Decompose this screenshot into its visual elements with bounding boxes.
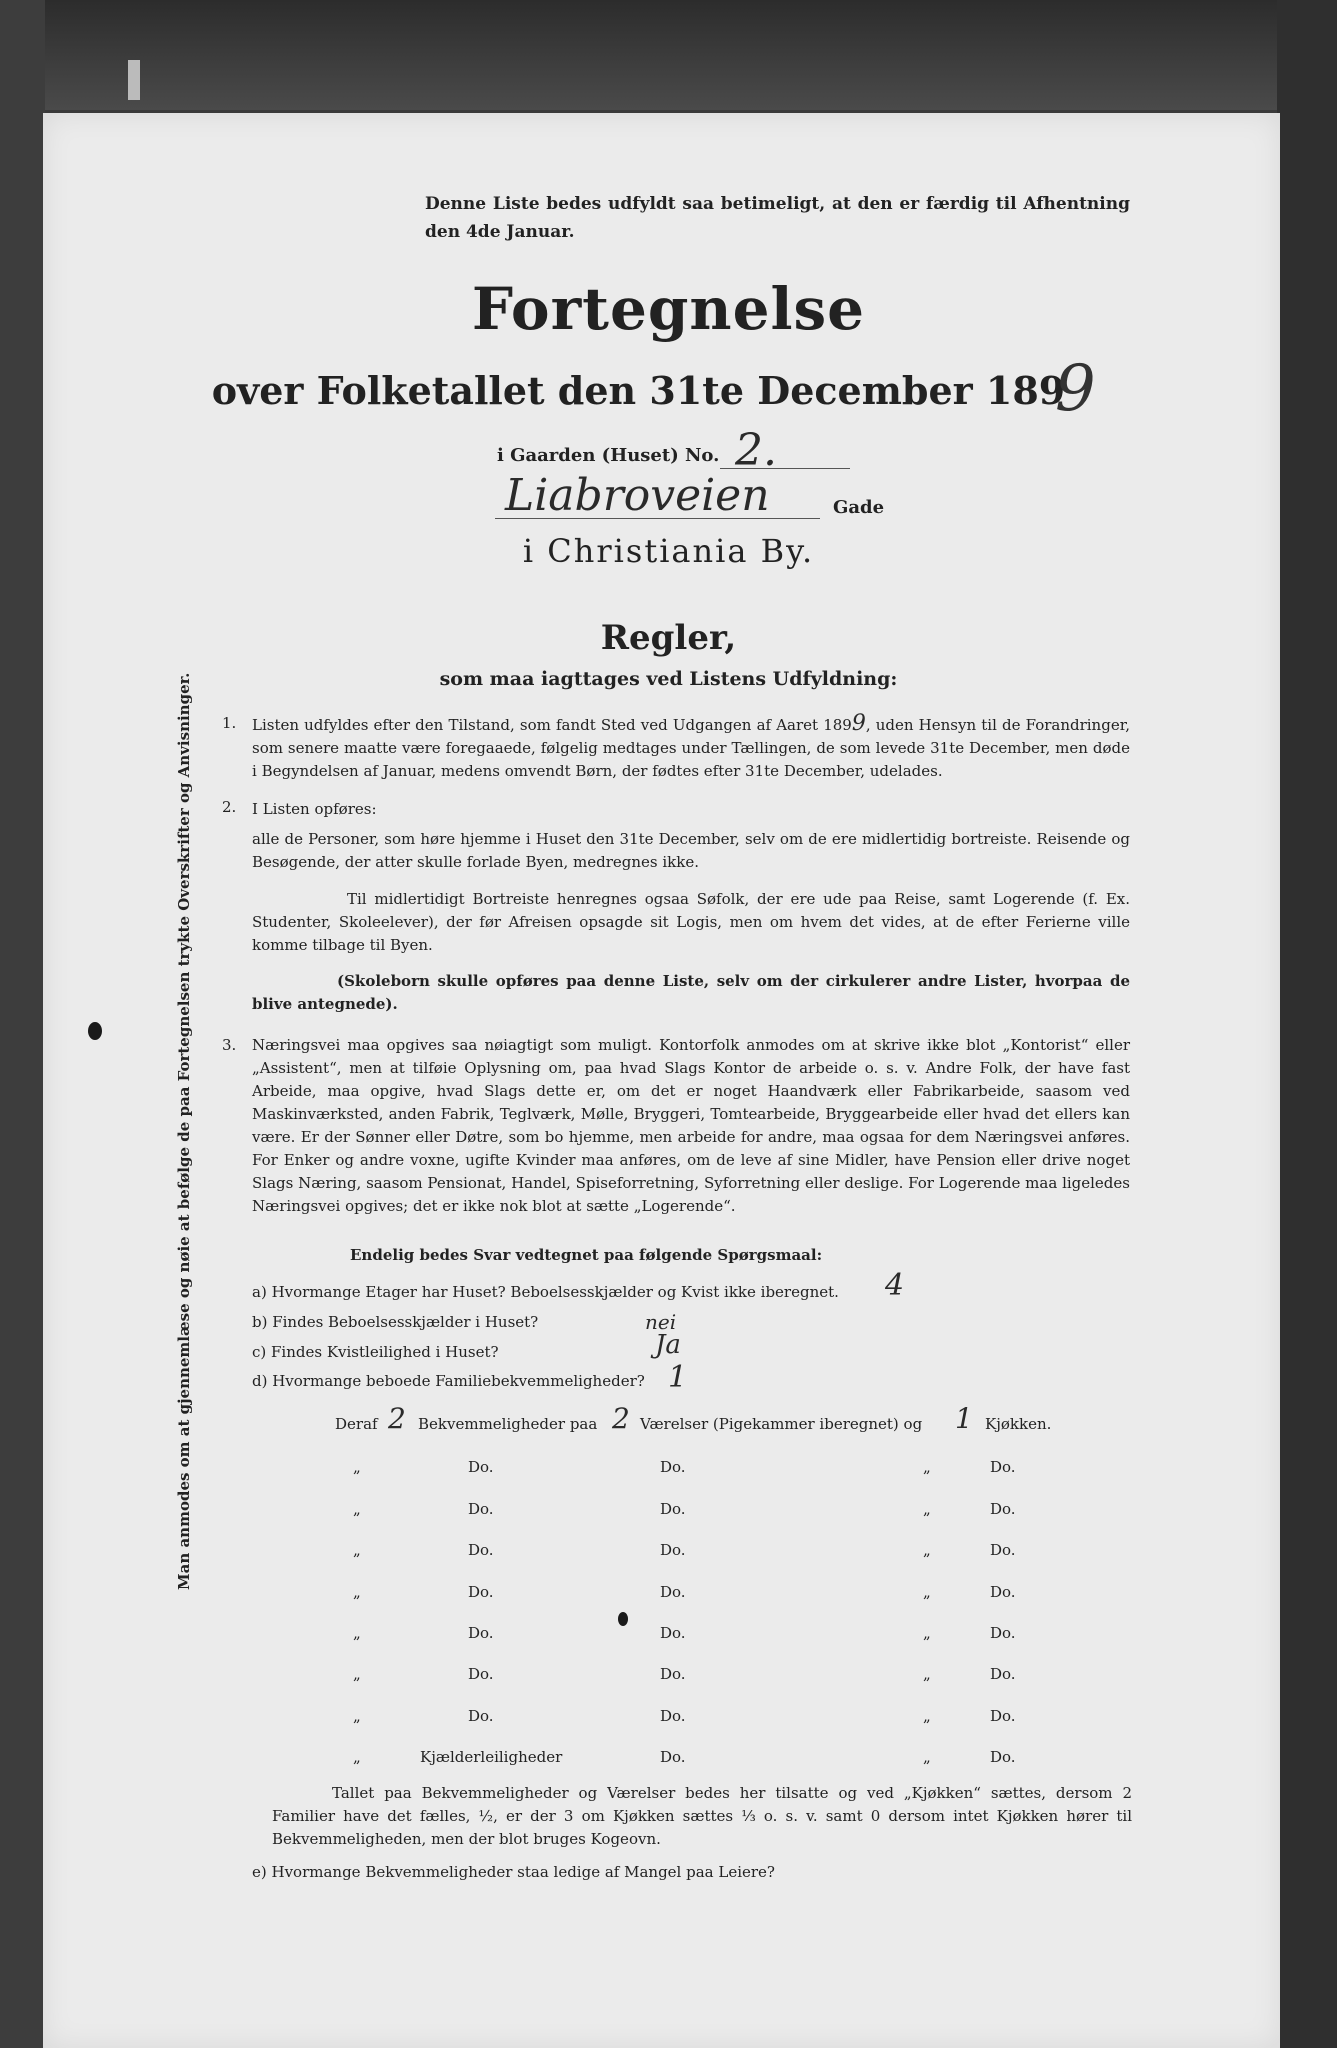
deraf-prefix: Deraf <box>335 1415 378 1433</box>
do-row-bekv: Do. <box>468 1624 494 1642</box>
film-frame-top <box>0 0 1337 110</box>
do-row-quote-2: „ <box>923 1748 931 1766</box>
do-row-vaerelser: Do. <box>660 1624 686 1642</box>
do-row-quote-2: „ <box>923 1458 931 1476</box>
question-c: c) Findes Kvistleilighed i Huset? <box>252 1343 499 1361</box>
deraf-rooms: 2 <box>612 1402 630 1435</box>
notice-text: Denne Liste bedes udfyldt saa betimeligt, at den er færdig til Afhentning den 4de Januar. <box>425 194 1130 242</box>
deraf-kitchens: 1 <box>955 1402 973 1435</box>
do-row-quote: „ <box>353 1458 361 1476</box>
do-row-vaerelser: Do. <box>660 1665 686 1683</box>
street-line <box>495 518 820 519</box>
do-row-kjokken: Do. <box>990 1665 1016 1683</box>
rule-1-number: 1. <box>222 714 237 732</box>
rule-3-text: Næringsvei maa opgives saa nøiagtigt som muligt. Kontorfolk anmodes om at skrive ikke blot „Kontorist“ eller „Assistent“, men at tilføie Oplysning om, paa hvad Slags Kontor de arbeide o. s. v. Andre Folk, der have fast Arbeide, maa opgive, hvad Slags dette er, om det er noget Haandværk eller Fabrikarbeide, saasom ved Maskinværksted, anden Fabrik, Teglværk, Mølle, Bryggeri, Tomtearbeide, Bryggearbeide eller hvad det ellers kan være. Er der Sønner eller Døtre, som bo hjemme, men arbeide for andre, maa ogsaa for dem Næringsvei anføres. For Enker og andre voxne, ugifte Kvinder maa anføres, om de leve af sine Midler, have Pension eller drive noget Slags Næring, saasom Pensionat, Handel, Spiseforretning, Syforretning eller deslige. For Logerende maa ligeledes Næringsvei opgives; det er ikke nok blot at sætte „Logerende“. <box>252 1036 1130 1215</box>
do-row-kjokken: Do. <box>990 1624 1016 1642</box>
answer-b: nei <box>645 1310 677 1334</box>
answer-d: 1 <box>668 1360 688 1395</box>
closing-text: Tallet paa Bekvemmeligheder og Værelser bedes her tilsatte og ved „Kjøkken“ sættes, dersom 2 Familier have det fælles, ½, er der 3 om Kjøkken sættes ⅓ o. s. v. samt 0 dersom intet Kjøkken hører til Bekvemmeligheden, men der blot bruges Kogeovn. <box>272 1784 1132 1848</box>
form-subtitle: over Folketallet den 31te December 189 <box>211 368 1066 413</box>
do-row-quote-2: „ <box>923 1583 931 1601</box>
handwritten-year-digit: 9 <box>1055 352 1096 426</box>
question-b: b) Findes Beboelsesskjælder i Huset? <box>252 1313 539 1331</box>
street-label: Gade <box>833 497 885 518</box>
side-instruction-text: Man anmodes om at gjennemlæse og nøie at befølge de paa Fortegnelsen trykte Overskrifter og Anvisninger. <box>175 672 193 1590</box>
deraf-mid-1: Bekvemmeligheder paa <box>418 1415 598 1433</box>
do-row-bekv: Do. <box>468 1707 494 1725</box>
do-row-quote-2: „ <box>923 1707 931 1725</box>
do-row-kjokken: Do. <box>990 1458 1016 1476</box>
street-name: Liabroveien <box>505 470 770 521</box>
deraf-mid-2: Værelser (Pigekammer iberegnet) og <box>640 1415 923 1433</box>
gaard-line <box>720 468 850 469</box>
do-row-vaerelser: Do. <box>660 1583 686 1601</box>
question-e: e) Hvormange Bekvemmeligheder staa ledige af Mangel paa Leiere? <box>252 1863 775 1881</box>
do-row-bekv: Do. <box>468 1500 494 1518</box>
do-row-vaerelser: Do. <box>660 1748 686 1766</box>
do-row-quote: „ <box>353 1665 361 1683</box>
rule-2-text-2: Til midlertidigt Bortreiste henregnes ogsaa Søfolk, der ere ude paa Reise, samt Logerende (f. Ex. Studenter, Skoleelever), der før Afreisen opsagde sit Logis, men om hvem det vides, at de efter Ferierne ville komme tilbage til Byen. <box>252 890 1130 954</box>
do-row-kjokken: Do. <box>990 1748 1016 1766</box>
do-row-quote: „ <box>353 1624 361 1642</box>
rule-2-number: 2. <box>222 798 237 816</box>
form-title: Fortegnelse <box>471 275 866 343</box>
gaard-number: 2. <box>735 425 777 476</box>
do-row-quote: „ <box>353 1748 361 1766</box>
do-row-vaerelser: Do. <box>660 1541 686 1559</box>
ink-blot-small <box>618 1612 628 1626</box>
deraf-count: 2 <box>388 1402 406 1435</box>
do-row-bekv: Do. <box>468 1665 494 1683</box>
do-row-quote-2: „ <box>923 1541 931 1559</box>
do-row-vaerelser: Do. <box>660 1500 686 1518</box>
do-row-quote-2: „ <box>923 1665 931 1683</box>
do-row-kjokken: Do. <box>990 1707 1016 1725</box>
film-tab <box>128 60 140 100</box>
rule-2-text: alle de Personer, som høre hjemme i Huset den 31te December, selv om de ere midlertidig bortreiste. Reisende og Besøgende, der atter skulle forlade Byen, medregnes ikke. <box>252 830 1130 871</box>
do-row-bekv: Do. <box>468 1541 494 1559</box>
do-row-bekv: Do. <box>468 1458 494 1476</box>
deraf-suffix: Kjøkken. <box>985 1415 1052 1433</box>
gaard-label: i Gaarden (Huset) No. <box>497 445 720 466</box>
question-d: d) Hvormange beboede Familiebekvemmeligheder? <box>252 1372 645 1390</box>
do-row-quote: „ <box>353 1707 361 1725</box>
rule-2-text-3: (Skoleborn skulle opføres paa denne Liste, selv om der cirkulerer andre Lister, hvorpaa de blive antegnede). <box>252 972 1130 1013</box>
rules-heading: Regler, <box>600 618 737 658</box>
answer-a: 4 <box>885 1268 905 1303</box>
question-a: a) Hvormange Etager har Huset? Beboelsesskjælder og Kvist ikke iberegnet. <box>252 1283 839 1301</box>
do-row-quote: „ <box>353 1500 361 1518</box>
do-row-quote-2: „ <box>923 1624 931 1642</box>
do-row-vaerelser: Do. <box>660 1707 686 1725</box>
do-row-kjaelder: Kjælderleiligheder <box>420 1748 563 1766</box>
do-row-quote-2: „ <box>923 1500 931 1518</box>
do-row-kjokken: Do. <box>990 1500 1016 1518</box>
do-row-kjokken: Do. <box>990 1583 1016 1601</box>
do-row-quote: „ <box>353 1583 361 1601</box>
rules-subheading: som maa iagttages ved Listens Udfyldning: <box>439 668 898 690</box>
rule-2-heading: I Listen opføres: <box>252 800 377 818</box>
do-row-bekv: Do. <box>468 1583 494 1601</box>
rule-3-number: 3. <box>222 1036 237 1054</box>
questions-intro: Endelig bedes Svar vedtegnet paa følgende Spørgsmaal: <box>350 1246 823 1264</box>
do-row-quote: „ <box>353 1541 361 1559</box>
answer-c: Ja <box>655 1330 681 1360</box>
do-row-kjokken: Do. <box>990 1541 1016 1559</box>
city-line: i Christiania By. <box>522 532 815 570</box>
do-row-vaerelser: Do. <box>660 1458 686 1476</box>
ink-blot <box>88 1022 102 1040</box>
rule-1-text: Listen udfyldes efter den Tilstand, som fandt Sted ved Udgangen af Aaret 1899, uden Hensyn til de Forandringer, som senere maatte være foregaaede, følgelig medtages under Tællingen, de som levede 31te December, men døde i Begyndelsen af Januar, medens omvendt Børn, der fødtes efter 31te December, udelades. <box>252 711 1130 780</box>
